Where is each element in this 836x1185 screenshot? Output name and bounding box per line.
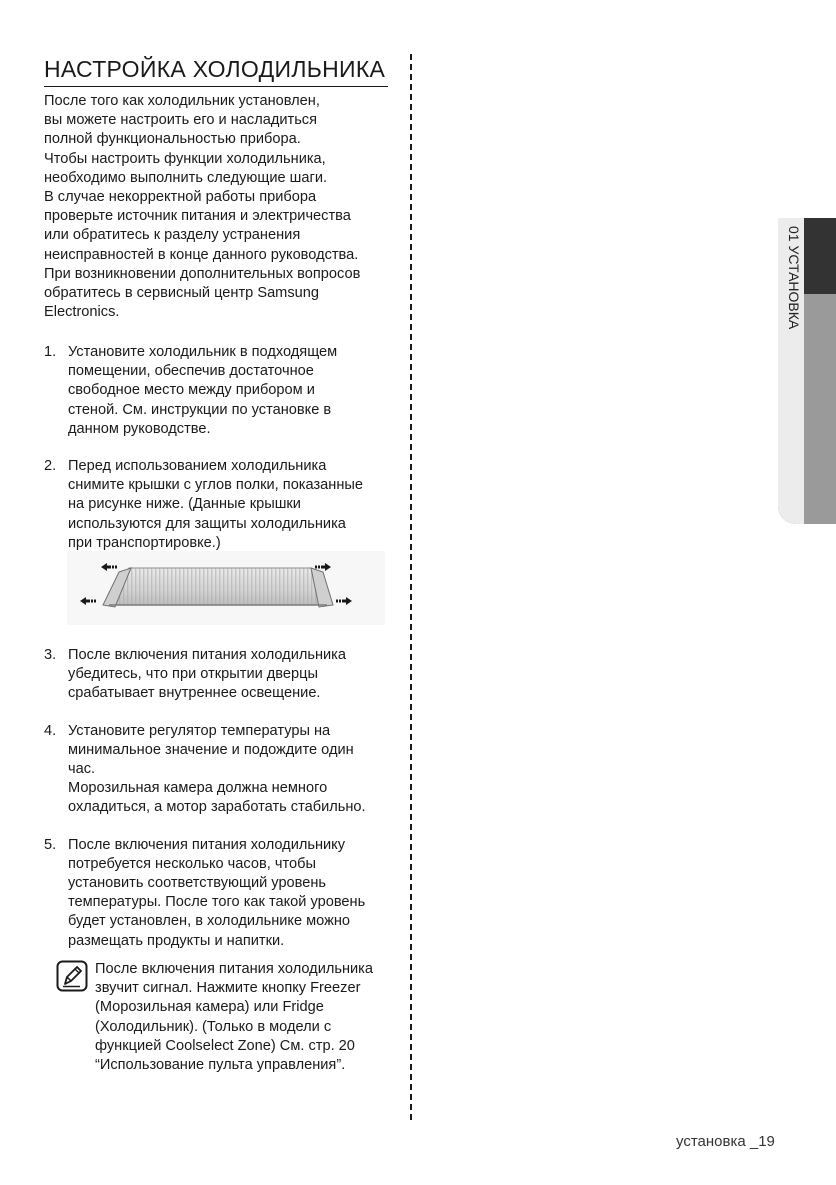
step-number: 3. xyxy=(44,647,57,664)
step-2 xyxy=(44,457,400,553)
step-line: стеной. См. инструкции по установке в xyxy=(68,401,332,418)
step-line: После включения питания холодильника xyxy=(68,647,347,664)
step-line: при транспортировке.) xyxy=(68,534,221,551)
page-footer: установка _19 xyxy=(676,1133,775,1150)
step-5 xyxy=(44,836,400,951)
note-line: функцией Coolselect Zone) См. стр. 20 xyxy=(95,1037,355,1054)
intro-line: При возникновении дополнительных вопросов xyxy=(44,265,361,282)
step-line: Морозильная камера должна немного xyxy=(68,780,328,797)
intro-line: неисправностей в конце данного руководства. xyxy=(44,246,359,263)
step-line: срабатывает внутреннее освещение. xyxy=(68,685,321,702)
note-pencil-icon xyxy=(56,960,88,992)
note-line: После включения питания холодильника xyxy=(95,961,374,977)
step-line: убедитесь, что при открытии дверцы xyxy=(68,666,318,683)
note-line: (Морозильная камера) или Fridge xyxy=(95,999,324,1016)
intro-line: Electronics. xyxy=(44,304,120,321)
intro-line: вы можете настроить его и насладиться xyxy=(44,112,318,129)
intro-line: обратитесь в сервисный центр Samsung xyxy=(44,285,319,302)
page-title: НАСТРОЙКА ХОЛОДИЛЬНИКА xyxy=(44,56,388,87)
step-3 xyxy=(44,646,400,704)
column-divider xyxy=(410,54,412,1120)
step-line: помещении, обеспечив достаточное xyxy=(68,363,314,380)
shelf-cover-illustration xyxy=(67,551,385,625)
note-line: звучит сигнал. Нажмите кнопку Freezer xyxy=(95,980,361,997)
step-line: температуры. После того как такой уровень xyxy=(68,894,366,911)
step-line: снимите крышки с углов полки, показанные xyxy=(68,477,363,494)
intro-line: Чтобы настроить функции холодильника, xyxy=(44,150,326,167)
step-line: на рисунке ниже. (Данные крышки xyxy=(68,496,301,513)
arrow-left-top-icon xyxy=(101,563,117,571)
intro-line: полной функциональностью прибора. xyxy=(44,131,301,148)
arrow-right-bottom-icon xyxy=(336,597,352,605)
shelf-ribs xyxy=(107,568,329,605)
intro-line: В случае некорректной работы прибора xyxy=(44,189,317,206)
side-tab-dark-marker xyxy=(804,218,836,294)
step-line: будет установлен, в холодильнике можно xyxy=(68,913,351,930)
step-line: Установите холодильник в подходящем xyxy=(68,344,338,360)
step-line: Установите регулятор температуры на xyxy=(68,722,331,739)
intro-paragraph xyxy=(44,92,404,322)
step-line: После включения питания холодильнику xyxy=(68,836,346,853)
step-line: установить соответствующий уровень xyxy=(68,875,327,892)
step-1 xyxy=(44,343,400,439)
step-line: охладиться, а мотор заработать стабильно. xyxy=(68,799,366,816)
step-number: 1. xyxy=(44,344,57,360)
step-line: час. xyxy=(68,761,96,778)
steps-list xyxy=(44,343,400,951)
step-number: 2. xyxy=(44,458,57,475)
chapter-label: 01 УСТАНОВКА xyxy=(786,226,802,330)
note-text xyxy=(95,960,373,1075)
step-line: потребуется несколько часов, чтобы xyxy=(68,855,316,872)
step-line: минимальное значение и подождите один xyxy=(68,741,354,758)
arrow-left-bottom-icon xyxy=(80,597,96,605)
step-line: свободное место между прибором и xyxy=(68,382,315,399)
step-number: 5. xyxy=(44,836,57,853)
step-line: Перед использованием холодильника xyxy=(68,458,327,475)
step-line: используются для защиты холодильника xyxy=(68,515,346,532)
step-4 xyxy=(44,722,400,818)
step-number: 4. xyxy=(44,722,57,739)
shelf-illustration-svg xyxy=(67,551,385,625)
intro-line: проверьте источник питания и электричества xyxy=(44,208,351,225)
step-line: размещать продукты и напитки. xyxy=(68,932,285,949)
note-line: “Использование пульта управления”. xyxy=(95,1057,346,1074)
intro-line: После того как холодильник установлен, xyxy=(44,93,320,109)
chapter-side-tab xyxy=(778,218,836,524)
note-line: (Холодильник). (Только в модели с xyxy=(95,1018,332,1035)
intro-line: необходимо выполнить следующие шаги. xyxy=(44,169,328,186)
step-line: данном руководстве. xyxy=(68,420,211,437)
intro-line: или обратитесь к разделу устранения xyxy=(44,227,301,244)
